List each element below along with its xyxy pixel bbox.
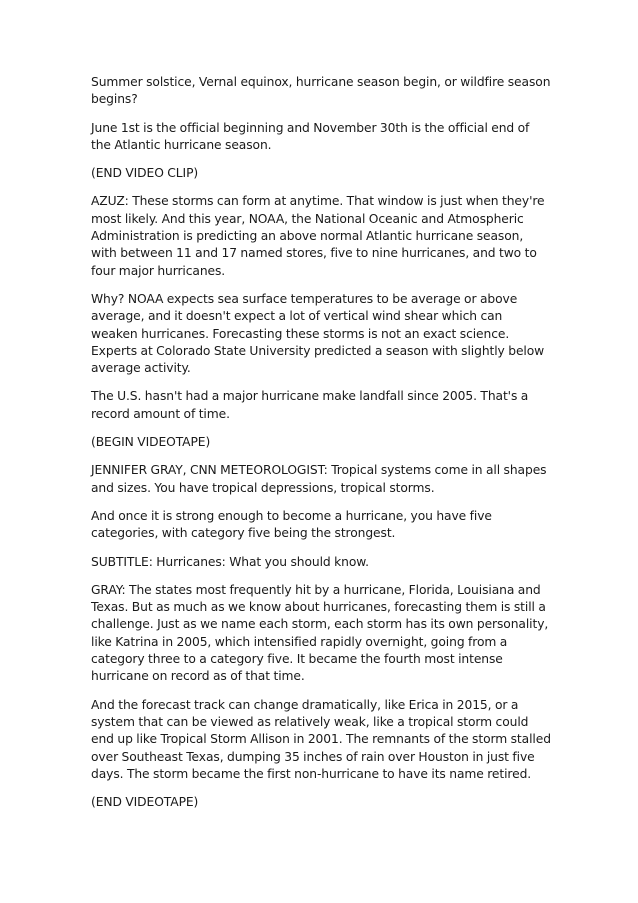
paragraph-subtitle: SUBTITLE: Hurricanes: What you should know.: [91, 554, 369, 569]
paragraph-why-noaa: Why? NOAA expects sea surface temperatures to be average or above average, and it doesn't expect a lot of vertical wind shear which can weaken hurricanes. Forecasting these storms is not an exact science. Experts at Colorado State University predicted a season with slightly below average activity.: [91, 291, 545, 376]
paragraph-end-video-clip: (END VIDEO CLIP): [91, 166, 199, 181]
paragraph-begin-videotape: (BEGIN VIDEOTAPE): [91, 435, 211, 450]
paragraph-forecast-track: And the forecast track can change dramatically, like Erica in 2015, or a system that can be viewed as relatively weak, like a tropical storm could end up like Tropical Storm Allison in 2001. The remnants of the storm stalled over Southeast Texas, dumping 35 inches of rain over Houston in just five days. The storm became the first non-hurricane to have its name retired.: [91, 697, 551, 781]
paragraph-categories: And once it is strong enough to become a hurricane, you have five categories, with category five being the strongest.: [91, 508, 492, 541]
paragraph-season-dates: June 1st is the official beginning and November 30th is the official end of the Atlantic hurricane season.: [91, 120, 530, 152]
paragraph-azuz-noaa: AZUZ: These storms can form at anytime. That window is just when they're most likely. And this year, NOAA, the National Oceanic and Atmospheric Administration is predicting an above normal Atlantic hurricane season, with between 11 and 17 named stores, five to nine hurricanes, and two to four major hurricanes.: [91, 194, 545, 278]
document-page: [91, 74, 551, 822]
paragraph-landfall-record: The U.S. hasn't had a major hurricane make landfall since 2005. That's a record amount of time.: [91, 389, 529, 421]
paragraph-end-videotape: (END VIDEOTAPE): [91, 795, 199, 810]
paragraph-question: Summer solstice, Vernal equinox, hurricane season begin, or wildfire season begins?: [91, 75, 551, 107]
paragraph-gray-states: GRAY: The states most frequently hit by a hurricane, Florida, Louisiana and Texas. But as much as we know about hurricanes, forecasting them is still a challenge. Just as we name each storm, each storm has its own personality, like Katrina in 2005, which intensified rapidly overnight, going from a category three to a category five. It became the fourth most intense hurricane on record as of that time.: [91, 582, 549, 684]
paragraph-jennifer-gray: JENNIFER GRAY, CNN METEOROLOGIST: Tropical systems come in all shapes and sizes. You have tropical depressions, tropical storms.: [91, 463, 547, 495]
